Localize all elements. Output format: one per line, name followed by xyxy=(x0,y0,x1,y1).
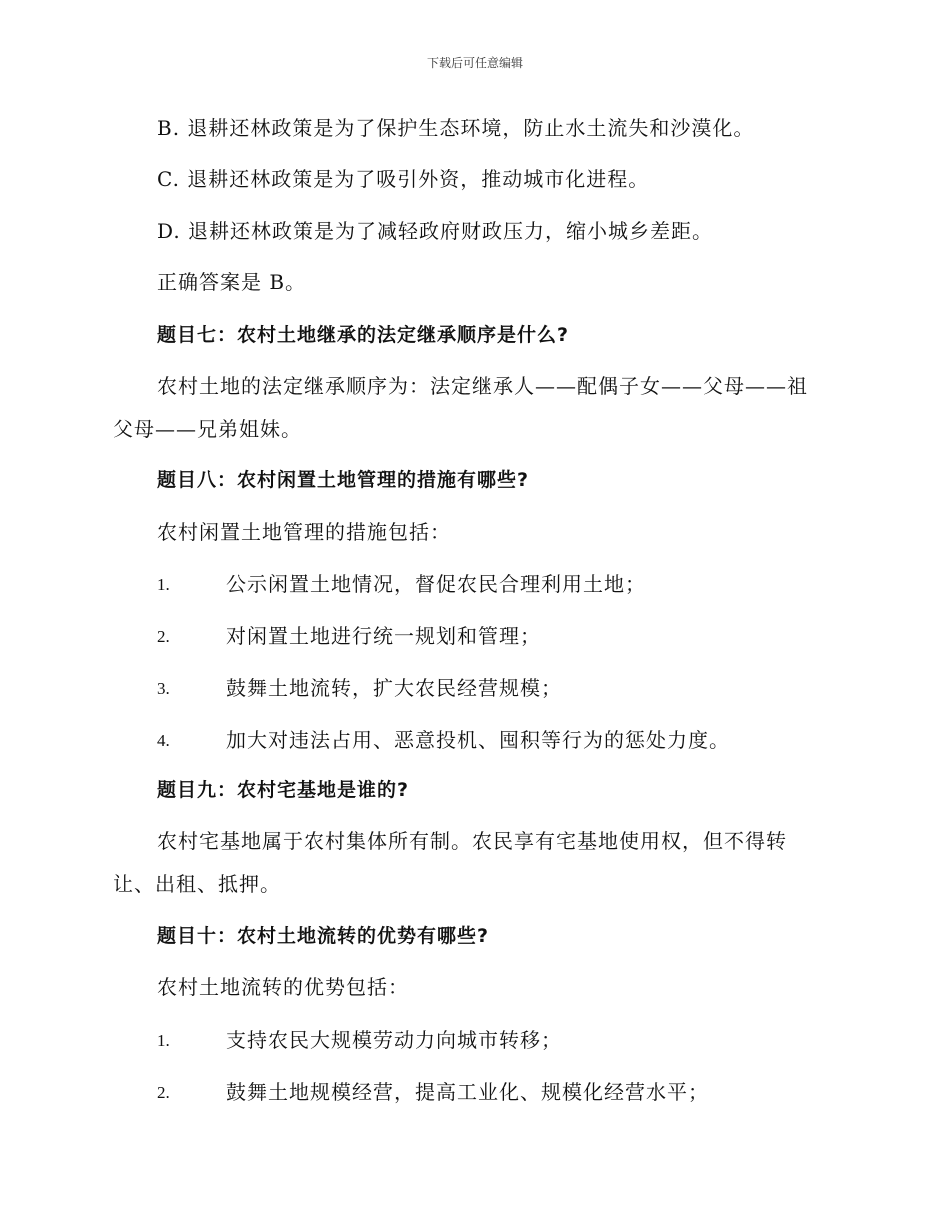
list-item-number: 4. xyxy=(157,731,170,750)
list-item: 支持农民大规模劳动力向城市转移； xyxy=(226,1028,562,1052)
answer-text: 正确答案是 B。 xyxy=(157,270,307,294)
list-item: 鼓舞土地流转，扩大农民经营规模； xyxy=(226,676,562,700)
list-item: 对闲置土地进行统一规划和管理； xyxy=(226,624,541,648)
list-item-number: 1. xyxy=(157,1031,170,1050)
question-10-title: 题目十：农村土地流转的优势有哪些? xyxy=(157,925,490,947)
list-item-number: 1. xyxy=(157,575,170,594)
option-d: D. 退耕还林政策是为了减轻政府财政压力，缩小城乡差距。 xyxy=(157,219,714,243)
question-9-answer-line-2: 让、出租、抵押。 xyxy=(113,872,281,896)
question-8-intro: 农村闲置土地管理的措施包括： xyxy=(157,520,451,544)
question-7-answer-line-1: 农村土地的法定继承顺序为：法定继承人——配偶子女——父母——祖 xyxy=(157,374,808,398)
question-8-title: 题目八：农村闲置土地管理的措施有哪些? xyxy=(157,469,530,491)
option-c: C. 退耕还林政策是为了吸引外资，推动城市化进程。 xyxy=(157,167,650,191)
list-item: 加大对违法占用、恶意投机、囤积等行为的惩处力度。 xyxy=(226,728,730,752)
question-9-answer-line-1: 农村宅基地属于农村集体所有制。农民享有宅基地使用权，但不得转 xyxy=(157,829,787,853)
question-10-intro: 农村土地流转的优势包括： xyxy=(157,975,409,999)
question-9-title: 题目九：农村宅基地是谁的? xyxy=(157,779,410,801)
option-b: B. 退耕还林政策是为了保护生态环境，防止水土流失和沙漠化。 xyxy=(157,116,755,140)
list-item: 鼓舞土地规模经营，提高工业化、规模化经营水平； xyxy=(226,1080,709,1104)
list-item-number: 2. xyxy=(157,1083,170,1102)
list-item: 公示闲置土地情况，督促农民合理利用土地； xyxy=(226,572,646,596)
list-item-number: 3. xyxy=(157,679,170,698)
question-7-title: 题目七：农村土地继承的法定继承顺序是什么? xyxy=(157,324,570,346)
question-7-answer-line-2: 父母——兄弟姐妹。 xyxy=(113,417,302,441)
list-item-number: 2. xyxy=(157,627,170,646)
page-header: 下载后可任意编辑 xyxy=(426,56,523,70)
